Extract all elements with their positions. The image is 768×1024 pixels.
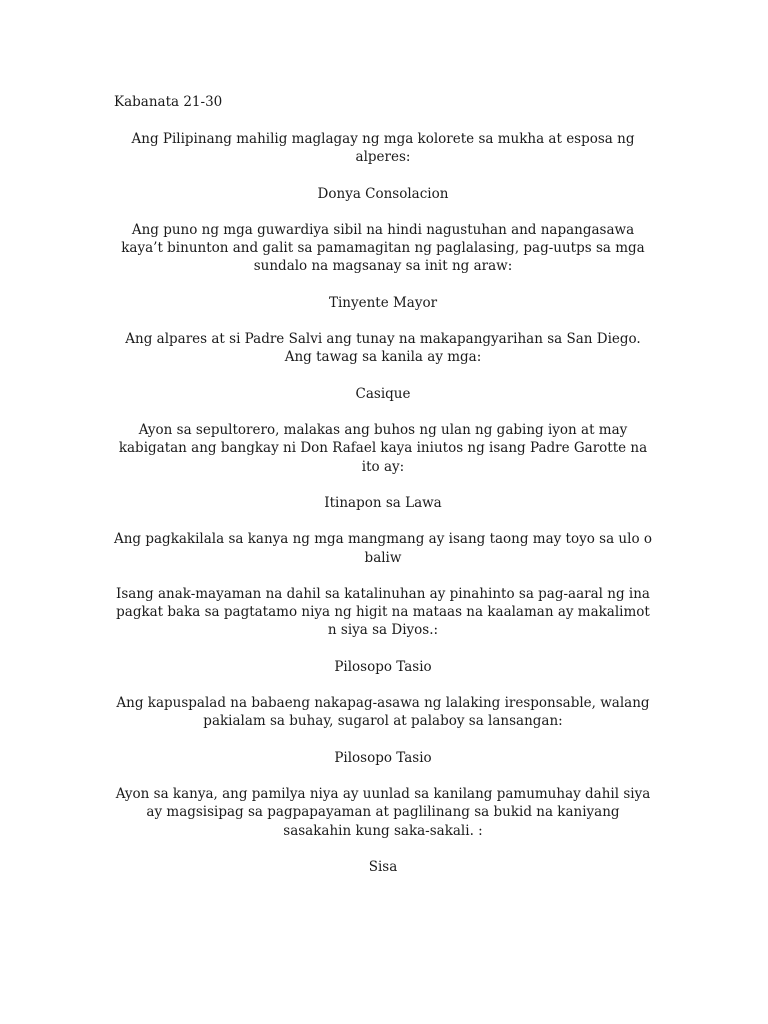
- document-body: [112, 130, 654, 894]
- question-5: Ang pagkakilala sa kanya ng mga mangmang ay isang taong may toyo sa ulo o baliw: [113, 531, 652, 566]
- answer-7: Pilosopo Tasio: [334, 749, 432, 766]
- answer-6: Pilosopo Tasio: [334, 658, 432, 675]
- answer-8: Sisa: [368, 858, 398, 875]
- answer-2: Tinyente Mayor: [328, 294, 438, 311]
- answer-1: Donya Consolacion: [317, 185, 449, 202]
- question-7: Ang kapuspalad na babaeng nakapag-asawa ng lalaking iresponsable, walang pakialam sa buhay, sugarol at palaboy sa lansangan:: [116, 695, 650, 730]
- question-1: Ang Pilipinang mahilig maglagay ng mga kolorete sa mukha at esposa ng alperes:: [131, 131, 635, 166]
- question-2: Ang puno ng mga guwardiya sibil na hindi nagustuhan and napangasawa kaya’t binunton and galit sa pamamagitan ng paglalasing, pag-uutps sa mga sundalo na magsanay sa init ng araw:: [121, 221, 645, 275]
- question-3: Ang alpares at si Padre Salvi ang tunay na makapangyarihan sa San Diego. Ang tawag sa kanila ay mga:: [125, 331, 641, 366]
- question-6: Isang anak-mayaman na dahil sa katalinuhan ay pinahinto sa pag-aaral ng ina pagkat baka sa pagtatamo niya ng higit na mataas na kaalaman ay makalimot n siya sa Diyos.:: [116, 585, 650, 639]
- answer-3: Casique: [355, 385, 411, 402]
- question-8: Ayon sa kanya, ang pamilya niya ay uunlad sa kanilang pamumuhay dahil siya ay magsisipag sa pagpapayaman at paglilinang sa bukid na kaniyang sasakahin kung saka-sakali. :: [115, 786, 651, 839]
- answer-4: Itinapon sa Lawa: [324, 494, 442, 511]
- question-4: Ayon sa sepultorero, malakas ang buhos ng ulan ng gabing iyon at may kabigatan ang bangkay ni Don Rafael kaya iniutos ng isang Padre Garotte na ito ay:: [118, 422, 648, 475]
- page-heading: Kabanata 21-30: [114, 94, 223, 110]
